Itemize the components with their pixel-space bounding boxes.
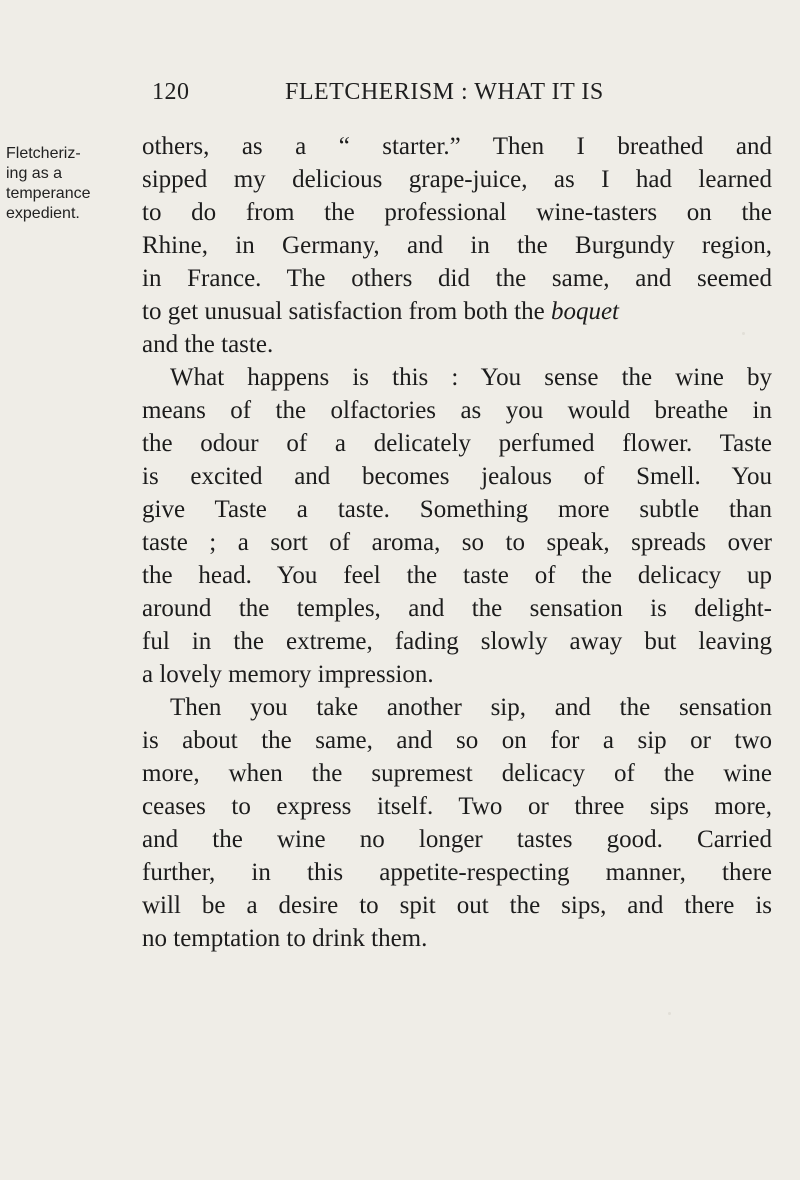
text-line: is excited and becomes jealous of Smell. You xyxy=(142,463,772,490)
text-line: ceases to express itself. Two or three sips more, xyxy=(142,793,772,820)
marginal-note-line: expedient. xyxy=(6,205,80,222)
text-line: around the temples, and the sensation is delight- xyxy=(142,595,772,622)
text-line: to do from the professional wine-tasters on the xyxy=(142,199,772,226)
text-line: Rhine, in Germany, and in the Burgundy region, xyxy=(142,232,772,259)
page-number: 120 xyxy=(152,79,190,105)
text-line: in France. The others did the same, and seemed xyxy=(142,265,772,292)
text-line: and the wine no longer tastes good. Carried xyxy=(142,826,772,853)
italic-word: boquet xyxy=(550,298,619,325)
text-line: the head. You feel the taste of the delicacy up xyxy=(142,562,772,589)
text-line-with-italic xyxy=(142,295,772,328)
text-line: others, as a “ starter.” Then I breathed and xyxy=(142,133,772,160)
text-line: ful in the extreme, fading slowly away but leaving xyxy=(142,628,772,655)
page-header xyxy=(140,78,772,106)
body-text xyxy=(142,130,772,955)
marginal-note xyxy=(6,144,134,224)
text-line: a lovely memory impression. xyxy=(142,661,434,688)
text-line: more, when the supremest delicacy of the wine xyxy=(142,760,772,787)
paragraph-start-line: Then you take another sip, and the sensation xyxy=(170,694,772,721)
text-line: give Taste a taste. Something more subtle than xyxy=(142,496,772,523)
text-line: is about the same, and so on for a sip or two xyxy=(142,727,772,754)
paper-speckle xyxy=(668,1012,671,1015)
text-line: further, in this appetite-respecting manner, there xyxy=(142,859,772,886)
text-line: no temptation to drink them. xyxy=(142,925,428,952)
paragraph-start-line: What happens is this : You sense the wine by xyxy=(170,364,772,391)
text-line-segment: to get unusual satisfaction from both the xyxy=(142,298,545,325)
marginal-note-line: Fletcheriz- xyxy=(6,145,81,162)
marginal-note-line: ing as a xyxy=(6,165,63,182)
running-head: FLETCHERISM : WHAT IT IS xyxy=(285,79,604,105)
text-line: means of the olfactories as you would breathe in xyxy=(142,397,772,424)
text-line: will be a desire to spit out the sips, and there is xyxy=(142,892,772,919)
text-line: and the taste. xyxy=(142,331,274,358)
text-line: the odour of a delicately perfumed flower. Taste xyxy=(142,430,772,457)
text-line: sipped my delicious grape-juice, as I had learned xyxy=(142,166,772,193)
text-line: taste ; a sort of aroma, so to speak, spreads over xyxy=(142,529,772,556)
marginal-note-line: temperance xyxy=(6,185,91,202)
